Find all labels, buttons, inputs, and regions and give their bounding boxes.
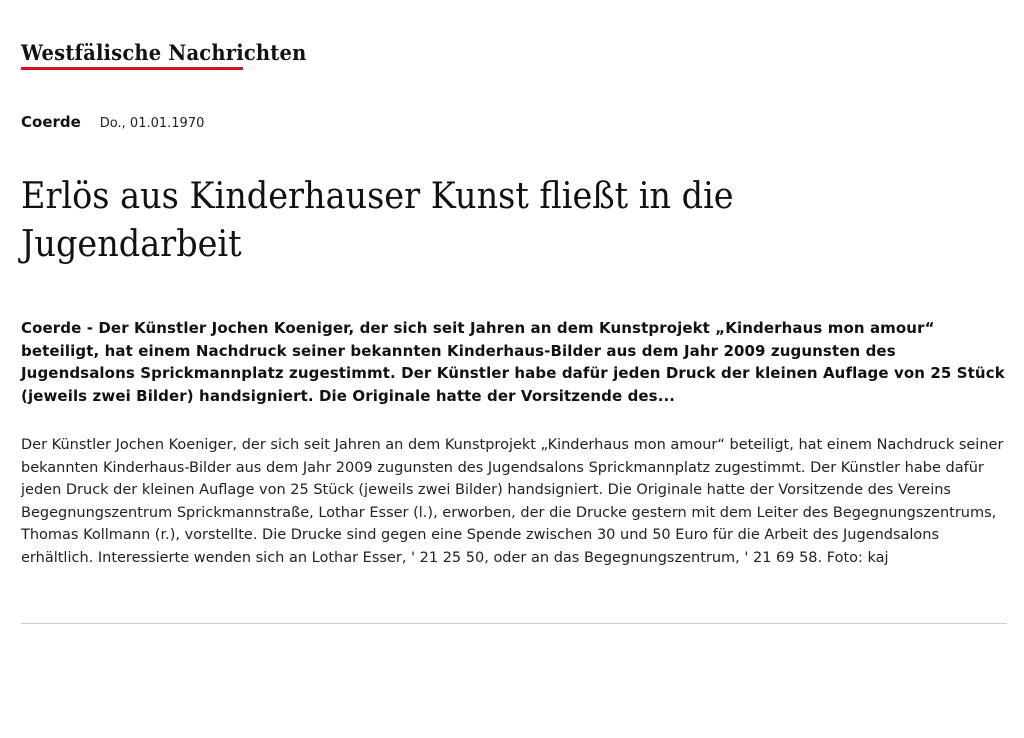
- article-divider: [21, 623, 1007, 624]
- article-meta: [21, 113, 204, 131]
- article-date: Do., 01.01.1970: [99, 116, 205, 131]
- logo-text: Westfälische Nachrichten: [21, 40, 307, 65]
- masthead-logo: [21, 40, 328, 66]
- article-location: Coerde: [21, 113, 81, 131]
- article-body: Der Künstler Jochen Koeniger, der sich seit Jahren an dem Kunstprojekt „Kinderhaus mon amour“ beteiligt, hat einem Nachdruck seiner bekannten Kinderhaus-Bilder aus dem Jahr 2009 zugunsten des Jugendsalons Sprickmannplatz zugestimmt. Der Künstler habe dafür jeden Druck der kleinen Auflage von 25 Stück (jeweils zwei Bilder) handsigniert. Die Originale hatte der Vorsitzende des Vereins Begegnungszentrum Sprickmannstraße, Lothar Esser (l.), erworben, der die Drucke gestern mit dem Leiter des Begegnungszentrums, Thomas Kollmann (r.), vorstellte. Die Drucke sind gegen eine Spende zwischen 30 und 50 Euro für die Arbeit des Jugendsalons erhältlich. Interessierte wenden sich an Lothar Esser, ' 21 25 50, oder an das Begegnungszentrum, ' 21 69 58. Foto: kaj: [21, 437, 1004, 566]
- logo-underline: [21, 67, 243, 70]
- article-headline: Erlös aus Kinderhauser Kunst fließt in die Jugendarbeit: [21, 176, 734, 265]
- article-teaser: Coerde - Der Künstler Jochen Koeniger, der sich seit Jahren an dem Kunstprojekt „Kinderhaus mon amour“ beteiligt, hat einem Nachdruck seiner bekannten Kinderhaus-Bilder aus dem Jahr 2009 zugunsten des Jugendsalons Sprickmannplatz zugestimmt. Der Künstler habe dafür jeden Druck der kleinen Auflage von 25 Stück (jeweils zwei Bilder) handsigniert. Die Originale hatte der Vorsitzende des...: [21, 319, 1005, 405]
